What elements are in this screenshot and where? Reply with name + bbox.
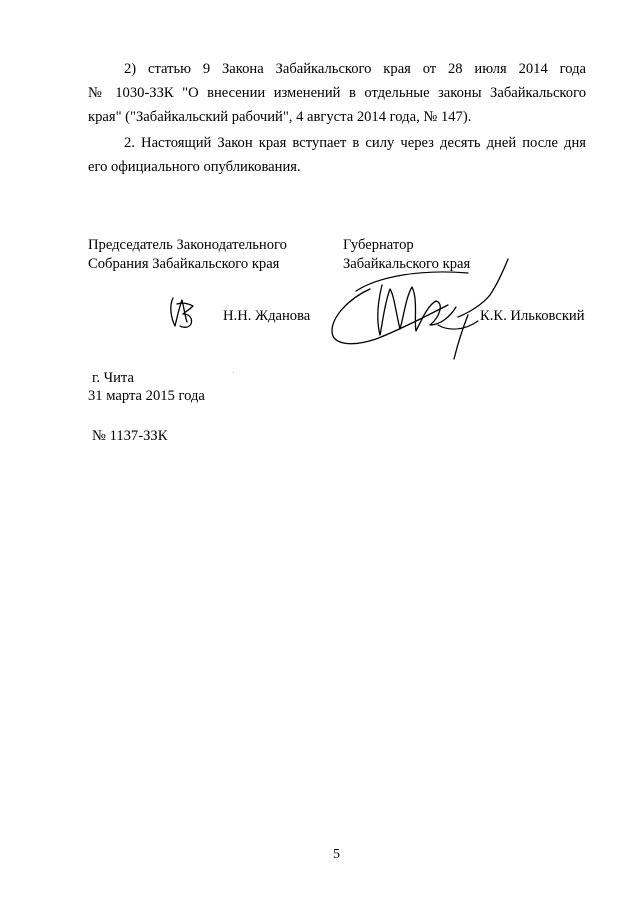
paragraph-entry-into-force — [88, 131, 586, 179]
paragraph-article-9 — [88, 57, 586, 129]
signing-date: 31 марта 2015 года — [88, 388, 205, 404]
page-number: 5 — [333, 847, 340, 862]
governor-title-line: Забайкальского края — [343, 256, 471, 272]
signing-city: г. Чита — [92, 370, 134, 386]
scan-speck — [233, 372, 234, 373]
governor-name: К.К. Ильковский — [480, 308, 585, 324]
chairman-name: Н.Н. Жданова — [223, 308, 311, 324]
chairman-title-line: Собрания Забайкальского края — [88, 256, 280, 272]
document-number: № 1137-ЗЗК — [92, 428, 168, 444]
paragraph-line: 2. Настоящий Закон края вступает в силу через десять дней после дня — [124, 135, 586, 151]
paragraph-line: его официального опубликования. — [88, 159, 301, 175]
chairman-signature — [163, 292, 201, 332]
governor-title-line: Губернатор — [343, 237, 414, 253]
chairman-title-line: Председатель Законодательного — [88, 237, 287, 253]
paragraph-line: № 1030-ЗЗК "О внесении изменений в отдельные законы Забайкальского — [88, 85, 586, 101]
paragraph-line: 2) статью 9 Закона Забайкальского края от 28 июля 2014 года — [124, 61, 586, 77]
paragraph-line: края" ("Забайкальский рабочий", 4 августа 2014 года, № 147). — [88, 109, 472, 125]
chairman-title — [88, 236, 287, 274]
